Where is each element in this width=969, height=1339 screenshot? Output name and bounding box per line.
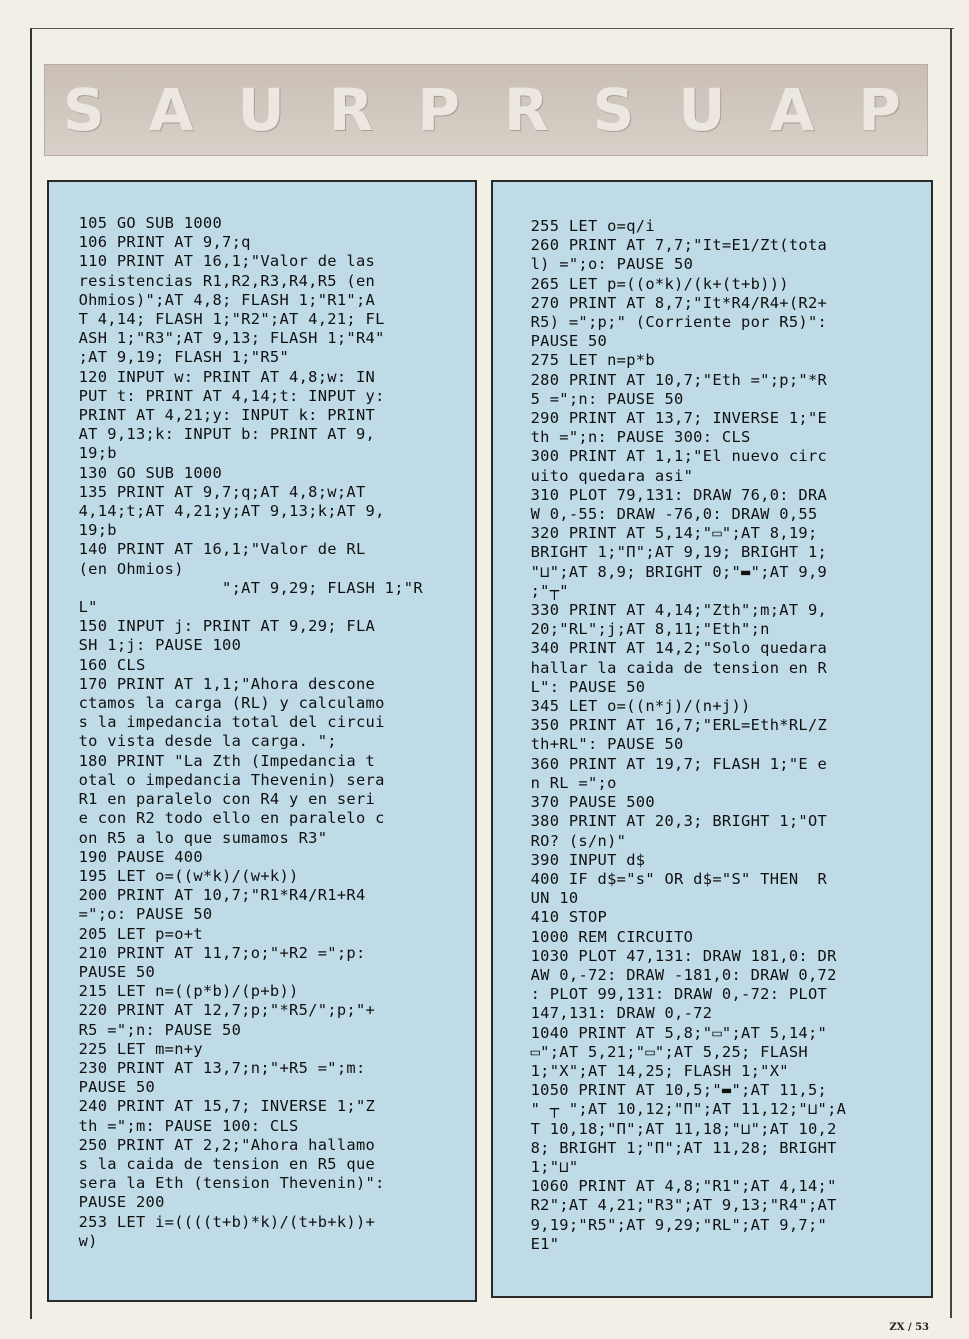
code-line: 5 =";n: PAUSE 50 <box>521 389 684 408</box>
code-line: 110 PRINT AT 16,1;"Valor de las <box>69 252 376 271</box>
code-line: th =";n: PAUSE 300: CLS <box>521 428 751 447</box>
code-line: 345 LET o=((n*j)/(n+j)) <box>521 697 751 716</box>
page-folio: ZX / 53 <box>889 1322 929 1333</box>
code-line: resistencias R1,R2,R3,R4,R5 (en <box>69 271 376 290</box>
code-line: 140 PRINT AT 16,1;"Valor de RL <box>69 540 366 559</box>
code-line: ASH 1;"R3";AT 9,13; FLASH 1;"R4" <box>69 329 385 348</box>
code-line: E1" <box>521 1234 560 1253</box>
code-line: 253 LET i=((((t+b)*k)/(t+b+k))+ <box>69 1212 376 1231</box>
code-line: 170 PRINT AT 1,1;"Ahora descone <box>69 674 376 693</box>
code-line: 390 INPUT d$ <box>521 850 646 869</box>
code-line: 105 GO SUB 1000 <box>69 214 223 232</box>
code-line: w) <box>69 1231 98 1250</box>
code-line: n RL =";o <box>521 773 617 792</box>
code-line: 300 PRINT AT 1,1;"El nuevo circ <box>521 447 828 466</box>
code-line: AW 0,-72: DRAW -181,0: DRAW 0,72 <box>521 965 837 984</box>
code-line: =";o: PAUSE 50 <box>69 905 213 924</box>
code-line: th =";m: PAUSE 100: CLS <box>69 1116 299 1135</box>
banner-letter: A <box>148 76 202 144</box>
code-line: 330 PRINT AT 4,14;"Zth";m;AT 9, <box>521 601 828 620</box>
code-line: 210 PRINT AT 11,7;o;"+R2 =";p: <box>69 943 366 962</box>
code-line: 1;"⊔" <box>521 1157 579 1176</box>
code-line: R2";AT 4,21;"R3";AT 9,13;"R4";AT <box>521 1196 837 1215</box>
code-line: s la caida de tension en R5 que <box>69 1154 376 1173</box>
code-line: 290 PRINT AT 13,7; INVERSE 1;"E <box>521 409 828 428</box>
code-line: ;AT 9,19; FLASH 1;"R5" <box>69 348 290 367</box>
banner-letter: R <box>503 76 557 144</box>
page-frame-right-rule <box>950 28 952 1318</box>
code-line: ;"┬" <box>521 581 569 600</box>
code-line: 340 PRINT AT 14,2;"Solo quedara <box>521 639 828 658</box>
code-line: 260 PRINT AT 7,7;"It=E1/Zt(tota <box>521 236 828 255</box>
listing-column-right <box>491 180 933 1298</box>
code-line: ▭";AT 5,21;"▭";AT 5,25; FLASH <box>521 1042 808 1061</box>
code-line: ";AT 9,29; FLASH 1;"R <box>69 578 423 597</box>
code-line: 380 PRINT AT 20,3; BRIGHT 1;"OT <box>521 812 828 831</box>
code-line: 1030 PLOT 47,131: DRAW 181,0: DR <box>521 946 837 965</box>
code-line: 370 PAUSE 500 <box>521 793 655 812</box>
code-line: 410 STOP <box>521 908 608 927</box>
code-line: R5) =";p;" (Corriente por R5)": <box>521 313 828 332</box>
code-line: Ohmios)";AT 4,8; FLASH 1;"R1";A <box>69 290 376 309</box>
code-line: 106 PRINT AT 9,7;q <box>69 233 251 252</box>
code-line: 230 PRINT AT 13,7;n;"+R5 =";m: <box>69 1058 366 1077</box>
code-line: s la impedancia total del circui <box>69 713 385 732</box>
code-line: 320 PRINT AT 5,14;"▭";AT 8,19; <box>521 524 818 543</box>
code-line: sera la Eth (tension Thevenin)": <box>69 1174 385 1193</box>
code-line: 1;"X";AT 14,25; FLASH 1;"X" <box>521 1061 789 1080</box>
code-line: hallar la caida de tension en R <box>521 658 828 677</box>
code-line: 135 PRINT AT 9,7;q;AT 4,8;w;AT <box>69 482 366 501</box>
code-line: 205 LET p=o+t <box>69 924 203 943</box>
code-line: PUT t: PRINT AT 4,14;t: INPUT y: <box>69 386 385 405</box>
code-line: 310 PLOT 79,131: DRAW 76,0: DRA <box>521 485 828 504</box>
code-line: ctamos la carga (RL) y calculamo <box>69 694 385 713</box>
code-line: 195 LET o=((w*k)/(w+k)) <box>69 866 299 885</box>
code-line: 8; BRIGHT 1;"Π";AT 11,28; BRIGHT <box>521 1138 837 1157</box>
code-line: 160 CLS <box>69 655 146 674</box>
code-line: W 0,-55: DRAW -76,0: DRAW 0,55 <box>521 505 818 524</box>
code-line: 280 PRINT AT 10,7;"Eth =";p;"*R <box>521 370 828 389</box>
code-line: otal o impedancia Thevenin) sera <box>69 770 385 789</box>
banner-letter: R <box>328 76 382 144</box>
code-line: PAUSE 50 <box>521 332 608 351</box>
banner-letter: A <box>769 76 823 144</box>
code-line: T 10,18;"Π";AT 11,18;"⊔";AT 10,2 <box>521 1119 837 1138</box>
code-line: PAUSE 50 <box>69 962 156 981</box>
code-line: 225 LET m=n+y <box>69 1039 203 1058</box>
code-line: 1040 PRINT AT 5,8;"▭";AT 5,14;" <box>521 1023 828 1042</box>
program-listing-left <box>69 214 465 1251</box>
code-line: AT 9,13;k: INPUT b: PRINT AT 9, <box>69 425 376 444</box>
code-line: 1050 PRINT AT 10,5;"▬";AT 11,5; <box>521 1081 828 1100</box>
code-line: R5 =";n: PAUSE 50 <box>69 1020 242 1039</box>
code-line: PAUSE 50 <box>69 1078 156 1097</box>
code-line: 270 PRINT AT 8,7;"It*R4/R4+(R2+ <box>521 293 828 312</box>
code-line: L" <box>69 598 98 617</box>
banner-letter: P <box>417 76 468 144</box>
code-line: 400 IF d$="s" OR d$="S" THEN R <box>521 869 828 888</box>
code-line: 250 PRINT AT 2,2;"Ahora hallamo <box>69 1135 376 1154</box>
code-line: 360 PRINT AT 19,7; FLASH 1;"E e <box>521 754 828 773</box>
code-line: 180 PRINT "La Zth (Impedancia t <box>69 751 376 770</box>
code-line: 215 LET n=((p*b)/(p+b)) <box>69 982 299 1001</box>
code-line: 1060 PRINT AT 4,8;"R1";AT 4,14;" <box>521 1177 837 1196</box>
code-line: 9,19;"R5";AT 9,29;"RL";AT 9,7;" <box>521 1215 828 1234</box>
code-line: 120 INPUT w: PRINT AT 4,8;w: IN <box>69 367 376 386</box>
code-line: BRIGHT 1;"Π";AT 9,19; BRIGHT 1; <box>521 543 828 562</box>
code-line: PAUSE 200 <box>69 1193 165 1212</box>
code-line: th+RL": PAUSE 50 <box>521 735 684 754</box>
banner-letter: S <box>592 76 643 144</box>
code-line: 147,131: DRAW 0,-72 <box>521 1004 713 1023</box>
code-line: 255 LET o=q/i <box>521 217 655 235</box>
code-line: 1000 REM CIRCUITO <box>521 927 694 946</box>
code-line: L": PAUSE 50 <box>521 677 646 696</box>
code-line: 19;b <box>69 521 117 540</box>
code-line: "⊔";AT 8,9; BRIGHT 0;"▬";AT 9,9 <box>521 562 828 581</box>
code-line: 190 PAUSE 400 <box>69 847 203 866</box>
code-line: 130 GO SUB 1000 <box>69 463 223 482</box>
code-line: (en Ohmios) <box>69 559 184 578</box>
code-line: 220 PRINT AT 12,7;p;"*R5/";p;"+ <box>69 1001 376 1020</box>
banner-letter: P <box>858 76 909 144</box>
banner-letter: U <box>237 76 293 144</box>
code-line: 240 PRINT AT 15,7; INVERSE 1;"Z <box>69 1097 376 1116</box>
banner-letter: U <box>678 76 734 144</box>
program-listing-right <box>521 217 923 1254</box>
section-banner <box>44 64 928 156</box>
banner-letter: S <box>63 76 113 144</box>
code-line: 20;"RL";j;AT 8,11;"Eth";n <box>521 620 770 639</box>
code-line: 150 INPUT j: PRINT AT 9,29; FLA <box>69 617 376 636</box>
code-line: 275 LET n=p*b <box>521 351 655 370</box>
code-line: SH 1;j: PAUSE 100 <box>69 636 242 655</box>
code-line: 350 PRINT AT 16,7;"ERL=Eth*RL/Z <box>521 716 828 735</box>
code-line: RO? (s/n)" <box>521 831 627 850</box>
listing-column-left <box>47 180 477 1302</box>
code-line: " ┬ ";AT 10,12;"Π";AT 11,12;"⊔";A <box>521 1100 847 1119</box>
code-line: 19;b <box>69 444 117 463</box>
code-line: 200 PRINT AT 10,7;"R1*R4/R1+R4 <box>69 886 366 905</box>
code-line: PRINT AT 4,21;y: INPUT k: PRINT <box>69 406 376 425</box>
code-line: l) =";o: PAUSE 50 <box>521 255 694 274</box>
code-line: : PLOT 99,131: DRAW 0,-72: PLOT <box>521 985 828 1004</box>
code-line: on R5 a lo que sumamos R3" <box>69 828 328 847</box>
code-line: to vista desde la carga. "; <box>69 732 337 751</box>
code-line: uito quedara asi" <box>521 466 694 485</box>
code-line: T 4,14; FLASH 1;"R2";AT 4,21; FL <box>69 310 385 329</box>
code-line: UN 10 <box>521 889 579 908</box>
code-line: 265 LET p=((o*k)/(k+(t+b))) <box>521 274 789 293</box>
code-line: R1 en paralelo con R4 y en seri <box>69 790 376 809</box>
code-line: 4,14;t;AT 4,21;y;AT 9,13;k;AT 9, <box>69 502 385 521</box>
code-line: e con R2 todo ello en paralelo c <box>69 809 385 828</box>
